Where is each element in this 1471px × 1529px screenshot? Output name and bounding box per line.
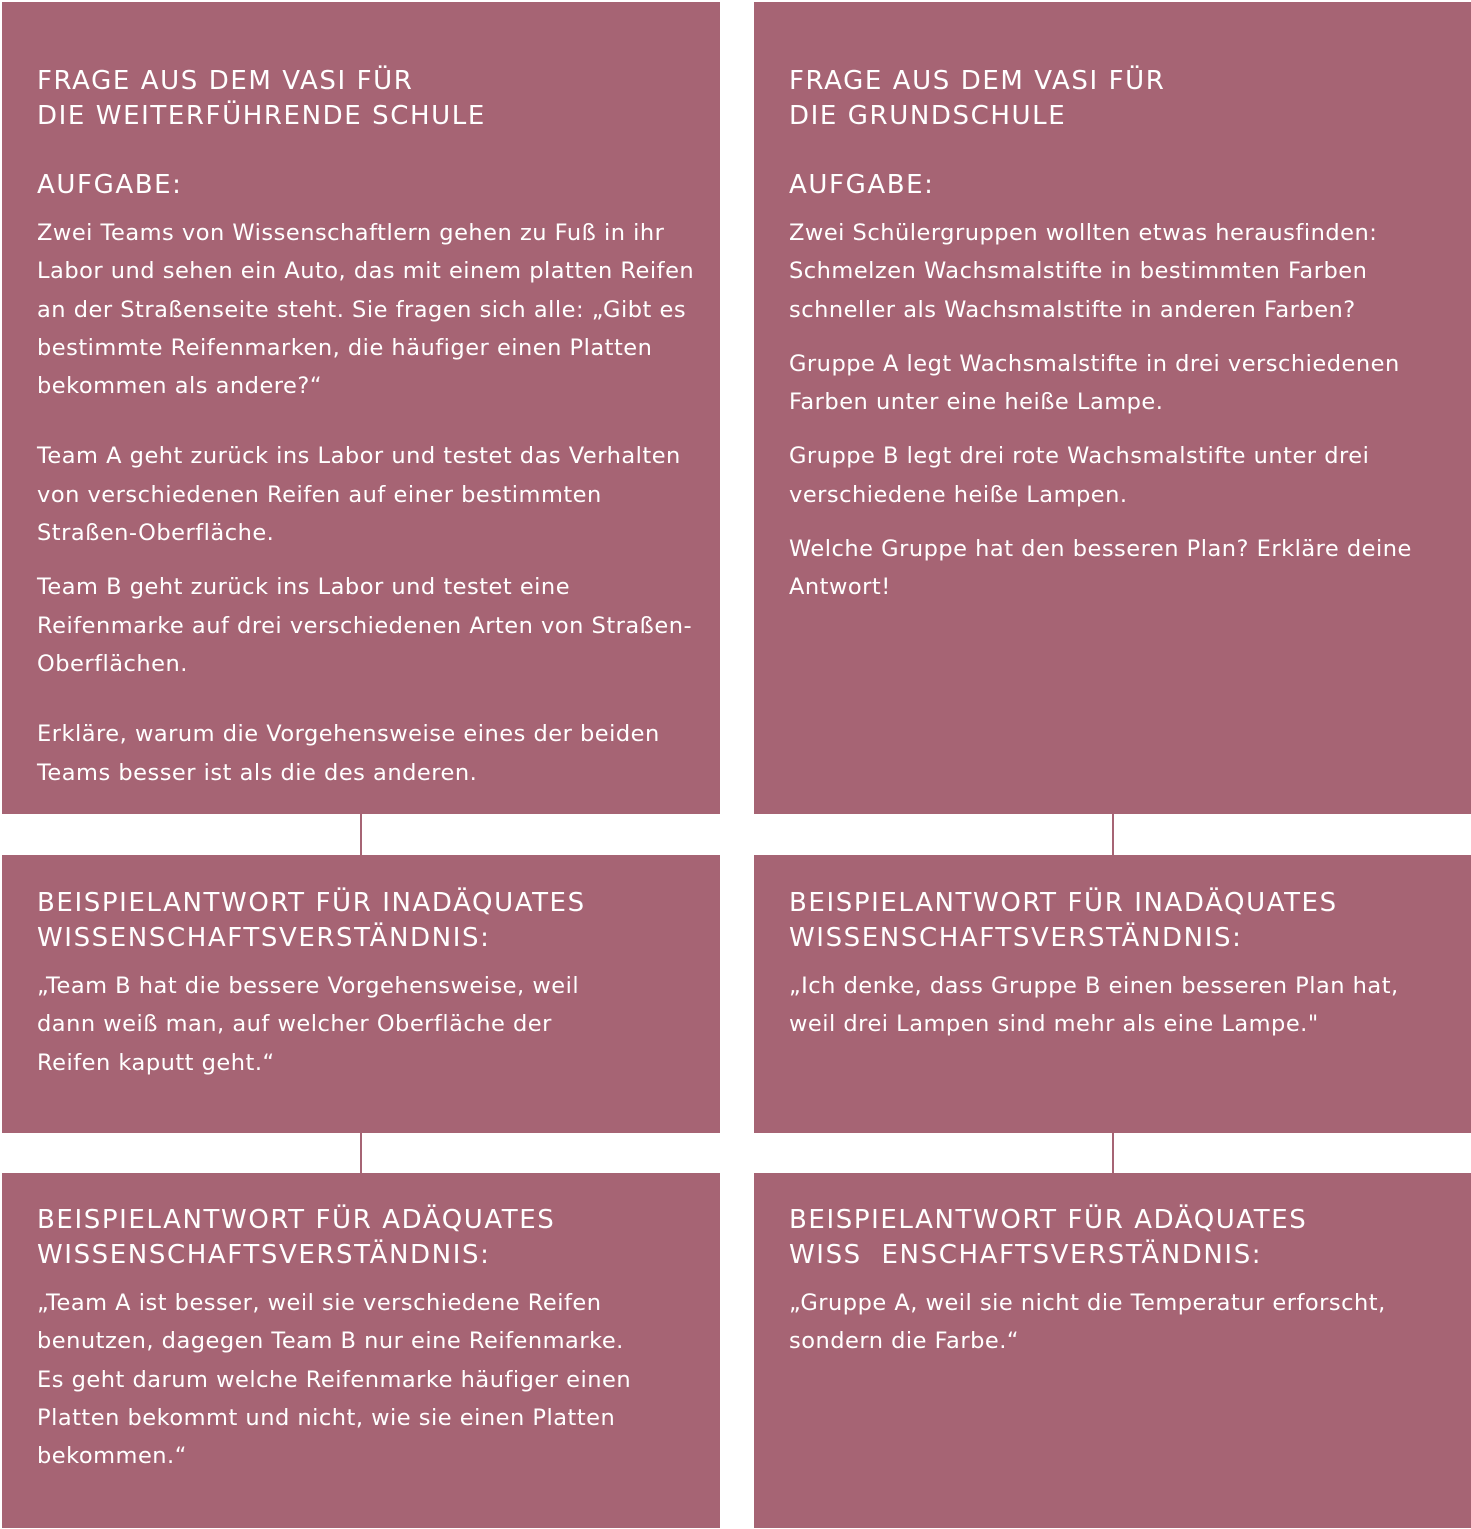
secondary-question-title-line1: FRAGE AUS DEM VASI FÜR <box>37 66 414 96</box>
secondary-adequate-answer-box <box>2 1173 720 1528</box>
primary-adequate-heading-line2: WISS ENSCHAFTSVERSTÄNDNIS: <box>789 1240 1263 1270</box>
secondary-task-paragraph-3: Team B geht zurück ins Labor und testet eine Reifenmarke auf drei verschiedenen Arten von Straßen-Oberflächen. <box>37 574 693 677</box>
secondary-task-paragraph-1: Zwei Teams von Wissenschaftlern gehen zu Fuß in ihr Labor und sehen ein Auto, das mit einem platten Reifen an der Straßenseite steht. Sie fragen sich alle: „Gibt es bestimmte Reifenmarken, die häufiger einen Platten bekommen als andere?“ <box>37 220 695 400</box>
connector-line <box>1112 814 1114 855</box>
secondary-adequate-heading-line1: BEISPIELANTWORT FÜR ADÄQUATES <box>37 1205 556 1235</box>
secondary-adequate-heading-line2: WISSENSCHAFTSVERSTÄNDNIS: <box>37 1240 491 1270</box>
secondary-inadequate-heading <box>37 886 700 956</box>
primary-task-paragraph-3: Gruppe B legt drei rote Wachsmalstifte unter drei verschiedene heiße Lampen. <box>789 443 1370 508</box>
primary-question-title-line1: FRAGE AUS DEM VASI FÜR <box>789 66 1166 96</box>
secondary-task-label: AUFGABE: <box>37 170 183 200</box>
primary-inadequate-heading-line1: BEISPIELANTWORT FÜR INADÄQUATES <box>789 888 1338 918</box>
primary-task-paragraph-1: Zwei Schülergruppen wollten etwas herausfinden: Schmelzen Wachsmalstifte in bestimmten Farben schneller als Wachsmalstifte in anderen Farben? <box>789 220 1378 323</box>
primary-task-label: AUFGABE: <box>789 170 935 200</box>
primary-task-paragraph-2: Gruppe A legt Wachsmalstifte in drei verschiedenen Farben unter eine heiße Lampe. <box>789 350 1400 416</box>
connector-line <box>360 1133 362 1173</box>
connector-line <box>360 814 362 855</box>
secondary-inadequate-answer-box <box>2 855 720 1133</box>
primary-inadequate-heading <box>789 886 1451 956</box>
secondary-inadequate-heading-line2: WISSENSCHAFTSVERSTÄNDNIS: <box>37 923 491 953</box>
primary-inadequate-answer-box <box>754 855 1471 1133</box>
primary-inadequate-text: „Ich denke, dass Gruppe B einen besseren Plan hat, weil drei Lampen sind mehr als eine Lampe." <box>789 973 1399 1038</box>
secondary-adequate-heading <box>37 1203 700 1273</box>
primary-adequate-heading-line1: BEISPIELANTWORT FÜR ADÄQUATES <box>789 1205 1308 1235</box>
primary-inadequate-heading-line2: WISSENSCHAFTSVERSTÄNDNIS: <box>789 923 1243 953</box>
primary-adequate-heading <box>789 1203 1451 1273</box>
primary-adequate-text: „Gruppe A, weil sie nicht die Temperatur erforscht, sondern die Farbe.“ <box>789 1290 1386 1355</box>
connector-line <box>1112 1133 1114 1173</box>
primary-school-question-box <box>754 2 1471 814</box>
primary-task-paragraph-4: Welche Gruppe hat den besseren Plan? Erkläre deine Antwort! <box>789 536 1412 601</box>
primary-question-title-line2: DIE GRUNDSCHULE <box>789 101 1067 131</box>
primary-adequate-answer-box <box>754 1173 1471 1528</box>
secondary-inadequate-heading-line1: BEISPIELANTWORT FÜR INADÄQUATES <box>37 888 586 918</box>
secondary-school-question-box <box>2 2 720 814</box>
secondary-task-paragraph-4: Erkläre, warum die Vorgehensweise eines der beiden Teams besser ist als die des anderen. <box>37 721 660 786</box>
secondary-inadequate-text: „Team B hat die bessere Vorgehensweise, weil dann weiß man, auf welcher Oberfläche der Reifen kaputt geht.“ <box>37 973 580 1076</box>
secondary-question-title-line2: DIE WEITERFÜHRENDE SCHULE <box>37 101 486 131</box>
secondary-adequate-text: „Team A ist besser, weil sie verschiedene Reifen benutzen, dagegen Team B nur eine Reifenmarke. Es geht darum welche Reifenmarke häufiger einen Platten bekommt und nicht, wie sie einen Platten bekommen.“ <box>37 1290 632 1470</box>
secondary-task-paragraph-2: Team A geht zurück ins Labor und testet das Verhalten von verschiedenen Reifen auf einer bestimmten Straßen-Oberfläche. <box>37 443 681 547</box>
